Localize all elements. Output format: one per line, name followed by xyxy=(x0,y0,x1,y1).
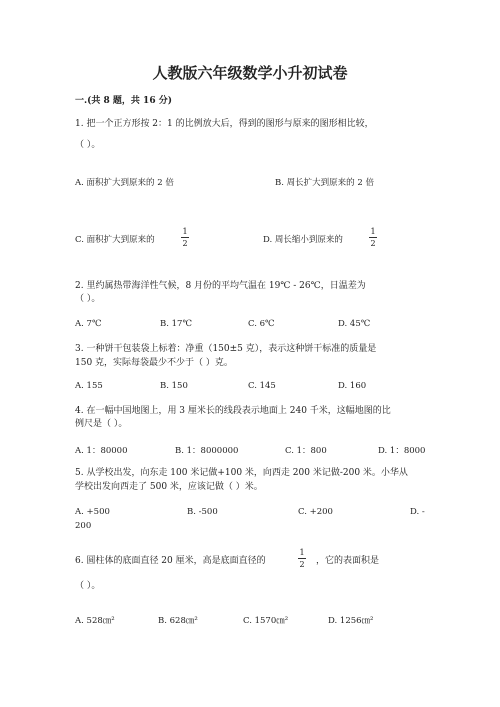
question-6-option-c: C. 1570㎝² xyxy=(243,616,289,626)
question-5-option-d: D. - xyxy=(410,507,425,517)
fraction-denominator: 2 xyxy=(182,239,188,248)
fraction-denominator: 2 xyxy=(299,560,305,569)
question-5-option-a: A. +500 xyxy=(75,507,110,517)
fraction-bar xyxy=(369,237,377,238)
question-2-option-c: C. 6℃ xyxy=(248,319,275,329)
question-1-option-c-fraction xyxy=(180,227,190,248)
question-6-fraction xyxy=(297,548,307,569)
question-2-blank: （ ）。 xyxy=(75,294,101,304)
question-4-option-d: D. 1：8000 xyxy=(378,446,426,456)
question-3-option-b: B. 150 xyxy=(160,381,188,391)
question-2-option-a: A. 7℃ xyxy=(75,319,102,329)
question-5-text-cont: 学校出发向西走了 500 米，应该记做（ ）米。 xyxy=(75,482,263,492)
question-1-text: 1. 把一个正方形按 2：1 的比例放大后，得到的图形与原来的图形相比较， xyxy=(75,119,374,129)
question-3-option-a: A. 155 xyxy=(75,381,103,391)
exam-title: 人教版六年级数学小升初试卷 xyxy=(152,64,348,82)
question-1-option-d: D. 周长缩小到原来的 xyxy=(263,235,343,245)
fraction-numerator: 1 xyxy=(182,227,188,236)
fraction-numerator: 1 xyxy=(299,548,305,557)
question-2-text: 2. 里约属热带海洋性气候，8 月份的平均气温在 19℃ - 26℃，日温差为 xyxy=(75,281,366,291)
question-6-option-b: B. 628㎝² xyxy=(158,616,198,626)
question-2-option-d: D. 45℃ xyxy=(338,319,371,329)
fraction-denominator: 2 xyxy=(370,239,376,248)
question-1-blank: （ ）。 xyxy=(75,140,101,150)
question-4-option-b: B. 1：8000000 xyxy=(175,446,239,456)
question-5-option-c: C. +200 xyxy=(298,507,333,517)
question-6-option-d: D. 1256㎝² xyxy=(328,616,374,626)
question-4-option-c: C. 1：800 xyxy=(285,446,327,456)
question-6-text: 6. 圆柱体的底面直径 20 厘米，高是底面直径的 xyxy=(75,556,266,566)
question-4-option-a: A. 1：80000 xyxy=(75,446,128,456)
question-1-option-a: A. 面积扩大到原来的 2 倍 xyxy=(75,178,174,188)
question-5-option-b: B. -500 xyxy=(187,507,218,517)
question-6-blank: （ ）。 xyxy=(75,581,101,591)
question-1-option-c: C. 面积扩大到原来的 xyxy=(75,235,155,245)
question-6-text-after: ，它的表面积是 xyxy=(316,556,380,566)
question-4-text-cont: 例尺是（ ）。 xyxy=(75,419,128,429)
question-5-text: 5. 从学校出发，向东走 100 米记做+100 米，向西走 200 米记做-200 米。小华从 xyxy=(75,468,408,478)
question-3-text: 3. 一种饼干包装袋上标着：净重（150±5 克），表示这种饼干标准的质量是 xyxy=(75,344,377,354)
question-3-text-cont: 150 克，实际每袋最少不少于（ ）克。 xyxy=(75,358,233,368)
fraction-bar xyxy=(298,558,306,559)
question-6-option-a: A. 528㎝² xyxy=(75,616,115,626)
question-4-text: 4. 在一幅中国地图上，用 3 厘米长的线段表示地面上 240 千米，这幅地图的比 xyxy=(75,406,391,416)
section-heading: 一.(共 8 题，共 16 分) xyxy=(75,96,172,106)
question-3-option-c: C. 145 xyxy=(248,381,276,391)
question-3-option-d: D. 160 xyxy=(338,381,367,391)
question-1-option-b: B. 周长扩大到原来的 2 倍 xyxy=(275,178,374,188)
fraction-numerator: 1 xyxy=(370,227,376,236)
question-2-option-b: B. 17℃ xyxy=(160,319,192,329)
fraction-bar xyxy=(181,237,189,238)
question-1-option-d-fraction xyxy=(368,227,378,248)
question-5-option-d-cont: 200 xyxy=(75,521,92,531)
